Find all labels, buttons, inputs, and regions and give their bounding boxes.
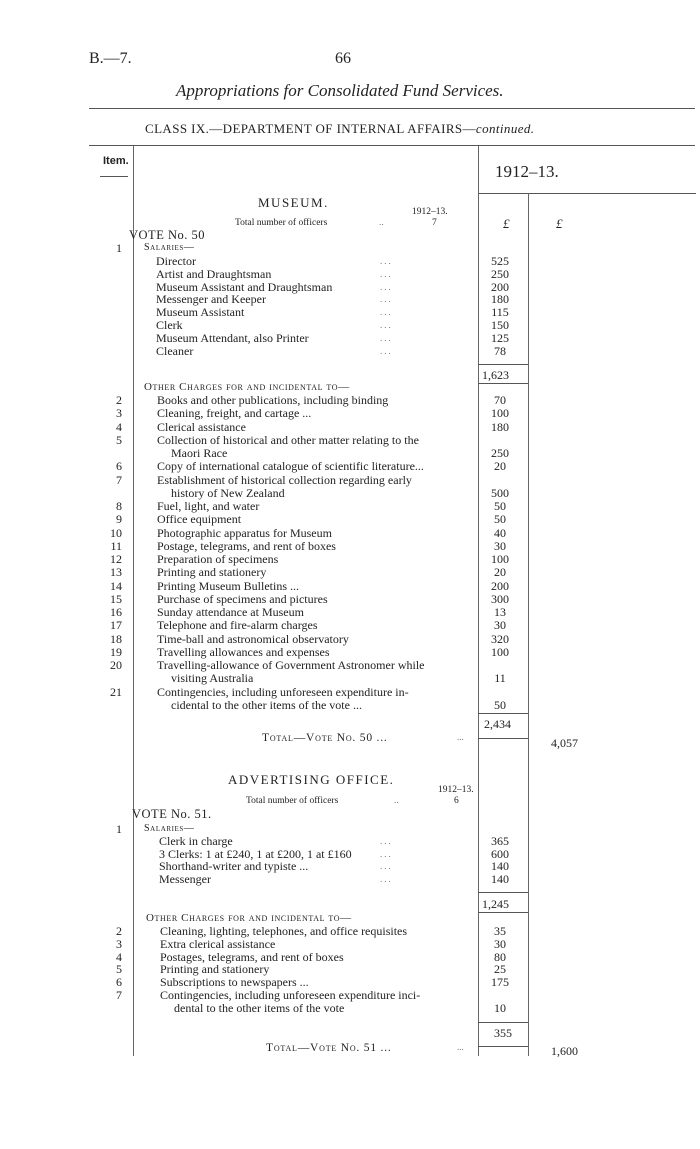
charge-label: Travelling allowances and expenses bbox=[157, 644, 330, 659]
charge-label: Copy of international catalogue of scientific literature... bbox=[157, 459, 424, 474]
charge-row bbox=[0, 421, 700, 434]
charge-item-number: 5 bbox=[116, 432, 122, 447]
charge-label: Clerical assistance bbox=[157, 419, 246, 434]
charge-item-number: 6 bbox=[116, 459, 122, 474]
charge-amount: 100 bbox=[491, 406, 509, 421]
charge-label: Travelling-allowance of Government Astronomer while bbox=[157, 658, 425, 672]
advertising-others-rule bbox=[478, 1022, 528, 1023]
charge-row bbox=[0, 432, 700, 460]
leader-dots: ... bbox=[457, 732, 464, 742]
charge-label: Purchase of specimens and pictures bbox=[157, 591, 328, 606]
charge-row bbox=[0, 963, 700, 976]
year-column-header: 1912–13. bbox=[495, 162, 559, 181]
salary-row bbox=[0, 281, 700, 294]
leader-dots: .. bbox=[379, 218, 384, 228]
charge-item-number: 8 bbox=[116, 499, 122, 513]
advertising-salaries-label: Salaries— bbox=[144, 823, 195, 834]
advertising-total-rule bbox=[478, 1046, 528, 1047]
charge-item-number: 6 bbox=[116, 975, 122, 989]
charge-item-number: 4 bbox=[116, 949, 122, 964]
advertising-salaries-rule-2 bbox=[478, 912, 528, 913]
salary-amount: 250 bbox=[491, 266, 509, 281]
advertising-total-label: Total—Vote No. 51 ... bbox=[266, 1042, 392, 1054]
museum-officers-label: Total number of officers bbox=[235, 218, 328, 228]
leader-dots: ... bbox=[380, 268, 393, 279]
leader-dots: ... bbox=[380, 294, 393, 305]
salary-row bbox=[0, 873, 700, 886]
charge-amount: 30 bbox=[494, 936, 506, 951]
charge-amount: 500 bbox=[491, 485, 509, 500]
museum-salaries-rule-2 bbox=[478, 383, 528, 384]
charge-amount: 50 bbox=[494, 512, 506, 527]
salary-row bbox=[0, 319, 700, 332]
charge-item-number: 3 bbox=[116, 936, 122, 951]
charge-item-number: 15 bbox=[110, 591, 122, 606]
leader-dots: ... bbox=[380, 345, 393, 356]
salary-label: Cleaner bbox=[156, 343, 194, 358]
charge-row bbox=[0, 407, 700, 420]
charge-label: Maori Race bbox=[171, 446, 228, 460]
charge-amount: 250 bbox=[491, 446, 509, 460]
advertising-officers-label: Total number of officers bbox=[246, 796, 339, 806]
charge-row bbox=[0, 925, 700, 938]
museum-vote-label: VOTE No. 50 bbox=[129, 228, 205, 242]
charge-label: Postages, telegrams, and rent of boxes bbox=[160, 949, 344, 964]
charge-amount: 11 bbox=[494, 671, 506, 686]
charge-amount: 20 bbox=[494, 565, 506, 580]
charge-label: Printing and stationery bbox=[157, 565, 267, 580]
pound-sign-subtotal: £ bbox=[503, 216, 510, 231]
charge-amount: 80 bbox=[494, 949, 506, 964]
pound-sign-total: £ bbox=[556, 216, 563, 231]
charge-label: Collection of historical and other matter relating to the bbox=[157, 432, 419, 447]
charge-item-number: 21 bbox=[110, 684, 122, 699]
charge-label: Fuel, light, and water bbox=[157, 499, 260, 513]
charge-item-number: 10 bbox=[110, 525, 122, 540]
table-top-rule bbox=[89, 145, 695, 146]
charge-row bbox=[0, 951, 700, 964]
charge-row bbox=[0, 633, 700, 646]
charge-amount: 40 bbox=[494, 525, 506, 540]
museum-total-label: Total—Vote No. 50 ... bbox=[262, 732, 388, 744]
charge-row bbox=[0, 394, 700, 407]
charge-row bbox=[0, 606, 700, 619]
salary-label: Clerk bbox=[156, 318, 183, 332]
salary-amount: 600 bbox=[491, 846, 509, 861]
salary-row bbox=[0, 848, 700, 861]
salary-amount: 180 bbox=[491, 292, 509, 307]
salary-amount: 140 bbox=[491, 859, 509, 873]
charge-amount: 50 bbox=[494, 697, 506, 712]
charge-label: history of New Zealand bbox=[171, 485, 285, 500]
charge-label: Cleaning, lighting, telephones, and office requisites bbox=[160, 924, 408, 938]
charge-label: Contingencies, including unforeseen expenditure in- bbox=[157, 684, 409, 699]
charge-item-number: 7 bbox=[116, 472, 122, 487]
salary-label: 3 Clerks: 1 at £240, 1 at £200, 1 at £160 bbox=[159, 846, 352, 861]
museum-officers-count: 7 bbox=[432, 218, 437, 228]
charge-row bbox=[0, 513, 700, 526]
salary-amount: 525 bbox=[491, 254, 509, 268]
salary-label: Messenger and Keeper bbox=[156, 292, 266, 307]
charge-row bbox=[0, 987, 700, 1015]
charge-amount: 35 bbox=[494, 924, 506, 938]
charge-item-number: 19 bbox=[110, 644, 122, 659]
charge-row bbox=[0, 527, 700, 540]
charge-item-number: 9 bbox=[116, 512, 122, 527]
museum-officers-year: 1912–13. bbox=[412, 207, 448, 217]
salary-row bbox=[0, 268, 700, 281]
leader-dots: ... bbox=[380, 281, 393, 292]
charge-item-number: 12 bbox=[110, 552, 122, 566]
salary-amount: 115 bbox=[491, 305, 509, 320]
charge-amount: 300 bbox=[491, 591, 509, 606]
charge-row bbox=[0, 646, 700, 659]
charge-amount: 175 bbox=[491, 975, 509, 989]
charge-item-number: 7 bbox=[116, 987, 122, 1002]
charge-amount: 180 bbox=[491, 419, 509, 434]
page-number: 66 bbox=[335, 50, 351, 67]
advertising-salaries-subtotal: 1,245 bbox=[482, 897, 509, 911]
museum-salaries-rule bbox=[478, 364, 528, 365]
museum-other-charges-label: Other Charges for and incidental to— bbox=[144, 381, 350, 393]
museum-total-rule bbox=[478, 738, 528, 739]
salary-label: Museum Assistant bbox=[156, 305, 245, 320]
leader-dots: ... bbox=[380, 332, 393, 343]
advertising-officers-year: 1912–13. bbox=[438, 785, 474, 795]
advertising-salaries-rule bbox=[478, 892, 528, 893]
charge-row bbox=[0, 460, 700, 473]
charge-label: Telephone and fire-alarm charges bbox=[157, 618, 318, 633]
charge-label: Printing Museum Bulletins ... bbox=[157, 578, 300, 593]
museum-others-rule bbox=[478, 713, 528, 714]
advertising-salaries-item: 1 bbox=[116, 822, 122, 836]
charge-row bbox=[0, 500, 700, 513]
charge-label: Sunday attendance at Museum bbox=[157, 605, 304, 619]
museum-salaries-item: 1 bbox=[116, 241, 122, 255]
salary-amount: 125 bbox=[491, 330, 509, 345]
advertising-others-subtotal: 355 bbox=[494, 1026, 512, 1040]
charge-item-number: 11 bbox=[110, 538, 122, 553]
leader-dots: ... bbox=[380, 861, 393, 871]
charge-label: cidental to the other items of the vote ... bbox=[171, 697, 362, 712]
charge-label: Photographic apparatus for Museum bbox=[157, 525, 332, 540]
charge-row bbox=[0, 472, 700, 500]
charge-amount: 13 bbox=[494, 605, 506, 619]
charge-item-number: 3 bbox=[116, 406, 122, 421]
charge-item-number: 2 bbox=[116, 924, 122, 938]
charge-label: Contingencies, including unforeseen expenditure inci- bbox=[160, 987, 421, 1002]
advertising-section-title: ADVERTISING OFFICE. bbox=[228, 772, 395, 787]
salary-amount: 200 bbox=[491, 279, 509, 294]
charge-row bbox=[0, 566, 700, 579]
charge-row bbox=[0, 593, 700, 606]
charge-amount: 30 bbox=[494, 538, 506, 553]
charge-label: Books and other publications, including binding bbox=[157, 393, 389, 407]
charge-amount: 200 bbox=[491, 578, 509, 593]
charge-label: Office equipment bbox=[157, 512, 242, 527]
charge-item-number: 14 bbox=[110, 578, 122, 593]
museum-salaries-label: Salaries— bbox=[144, 242, 195, 253]
charge-amount: 70 bbox=[494, 393, 506, 407]
charge-row bbox=[0, 684, 700, 712]
document-code: B.—7. bbox=[89, 50, 132, 67]
salary-label: Museum Attendant, also Printer bbox=[156, 330, 309, 345]
charge-row bbox=[0, 658, 700, 686]
advertising-officers-count: 6 bbox=[454, 796, 459, 806]
advertising-other-charges-label: Other Charges for and incidental to— bbox=[146, 912, 352, 924]
leader-dots: ... bbox=[380, 873, 393, 884]
advertising-vote-total: 1,600 bbox=[551, 1044, 578, 1058]
charge-label: Preparation of specimens bbox=[157, 552, 279, 566]
charge-item-number: 18 bbox=[110, 631, 122, 646]
leader-dots: ... bbox=[380, 848, 393, 859]
salary-label: Artist and Draughtsman bbox=[156, 266, 272, 281]
charge-item-number: 16 bbox=[110, 605, 122, 619]
leader-dots: ... bbox=[380, 836, 393, 846]
salary-label: Clerk in charge bbox=[159, 834, 233, 848]
item-column-header: Item. bbox=[103, 155, 129, 167]
charge-label: Cleaning, freight, and cartage ... bbox=[157, 406, 312, 421]
charge-amount: 100 bbox=[491, 644, 509, 659]
charge-amount: 30 bbox=[494, 618, 506, 633]
salary-row bbox=[0, 306, 700, 319]
charge-amount: 50 bbox=[494, 499, 506, 513]
charge-item-number: 2 bbox=[116, 393, 122, 407]
charge-row bbox=[0, 580, 700, 593]
salary-row bbox=[0, 860, 700, 873]
charge-label: Establishment of historical collection regarding early bbox=[157, 472, 412, 487]
museum-section-title: MUSEUM. bbox=[258, 195, 329, 210]
charge-amount: 20 bbox=[494, 459, 506, 474]
charge-label: visiting Australia bbox=[171, 671, 254, 686]
leader-dots: ... bbox=[457, 1042, 464, 1052]
leader-dots: ... bbox=[380, 256, 393, 266]
salary-label: Shorthand-writer and typiste ... bbox=[159, 859, 309, 873]
salary-amount: 150 bbox=[491, 318, 509, 332]
salary-row bbox=[0, 293, 700, 306]
charge-label: Subscriptions to newspapers ... bbox=[160, 975, 309, 989]
charge-label: dental to the other items of the vote bbox=[174, 1000, 345, 1015]
salary-amount: 140 bbox=[491, 871, 509, 886]
charge-item-number: 13 bbox=[110, 565, 122, 580]
charge-label: Time-ball and astronomical observatory bbox=[157, 631, 349, 646]
museum-salaries-subtotal: 1,623 bbox=[482, 368, 509, 382]
charge-item-number: 4 bbox=[116, 419, 122, 434]
advertising-vote-label: VOTE No. 51. bbox=[132, 807, 212, 821]
salary-row bbox=[0, 332, 700, 345]
charge-item-number: 17 bbox=[110, 618, 122, 633]
museum-others-subtotal: 2,434 bbox=[484, 717, 511, 731]
leader-dots: ... bbox=[380, 307, 393, 318]
charge-row bbox=[0, 540, 700, 553]
charge-amount: 25 bbox=[494, 962, 506, 977]
charge-row bbox=[0, 938, 700, 951]
item-head-underline bbox=[100, 176, 128, 177]
page-title: Appropriations for Consolidated Fund Services. bbox=[176, 81, 504, 100]
salary-label: Messenger bbox=[159, 871, 211, 886]
charge-label: Extra clerical assistance bbox=[160, 936, 276, 951]
charge-label: Postage, telegrams, and rent of boxes bbox=[157, 538, 336, 553]
charge-amount: 320 bbox=[491, 631, 509, 646]
charge-amount: 10 bbox=[494, 1000, 506, 1015]
class-title: CLASS IX.—DEPARTMENT OF INTERNAL AFFAIRS—continued. bbox=[145, 121, 535, 136]
museum-vote-total: 4,057 bbox=[551, 736, 578, 750]
charge-label: Printing and stationery bbox=[160, 962, 270, 977]
salary-row bbox=[0, 345, 700, 358]
salary-label: Museum Assistant and Draughtsman bbox=[156, 279, 333, 294]
charge-item-number: 20 bbox=[110, 658, 122, 672]
charge-amount: 100 bbox=[491, 552, 509, 566]
charge-row bbox=[0, 619, 700, 632]
leader-dots: .. bbox=[394, 796, 399, 806]
charge-item-number: 5 bbox=[116, 962, 122, 977]
salary-label: Director bbox=[156, 254, 196, 268]
year-head-rule bbox=[478, 193, 696, 194]
leader-dots: ... bbox=[380, 320, 393, 330]
salary-row bbox=[0, 255, 700, 268]
salary-amount: 365 bbox=[491, 834, 509, 848]
charge-row bbox=[0, 553, 700, 566]
salary-amount: 78 bbox=[494, 343, 506, 358]
header-rule bbox=[89, 108, 695, 109]
